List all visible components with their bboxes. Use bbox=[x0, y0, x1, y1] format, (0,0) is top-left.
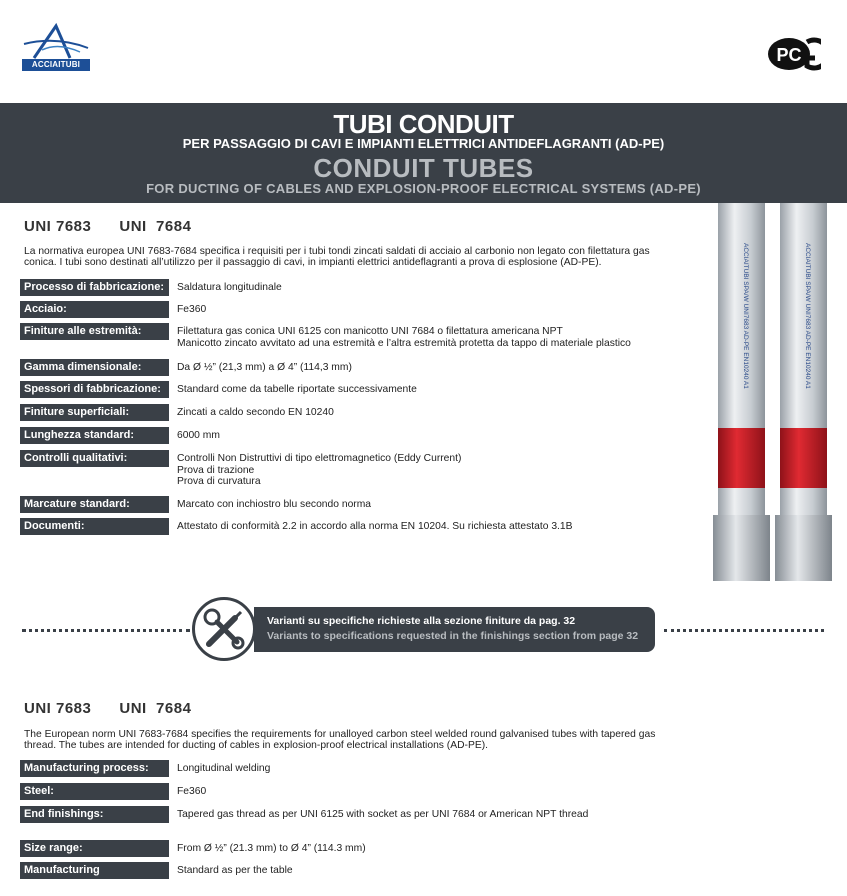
spec-value: Marcato con inchiostro blu secondo norma bbox=[177, 499, 372, 510]
spec-label: End finishings: bbox=[20, 806, 169, 823]
acciaitubi-logo bbox=[22, 22, 92, 72]
spec-label: Controlli qualitativi: bbox=[20, 450, 169, 467]
tube-marking-text: ACCIAITUBI SPA/W UNI7683 AD-PE EN10240 A1 bbox=[742, 243, 749, 389]
dotted-divider-right bbox=[664, 629, 824, 635]
spec-value: Fe360 bbox=[177, 786, 207, 797]
spec-value: Fe360 bbox=[177, 304, 207, 315]
standards-heading-it bbox=[24, 218, 219, 235]
spec-label: Documenti: bbox=[20, 518, 169, 535]
spec-value: Filettatura gas conica UNI 6125 con manicotto UNI 7684 o filettatura americana NPT Manicotto zincato avvitato ad una estremità e l’altra estremità protetta da tappo di materiale plastico bbox=[177, 326, 631, 349]
standards-heading-en bbox=[24, 700, 219, 717]
spec-value: 6000 mm bbox=[177, 430, 220, 441]
title-it: TUBI CONDUIT bbox=[333, 109, 514, 139]
spec-label: Manufacturing process: bbox=[20, 760, 169, 777]
spec-label: Finiture superficiali: bbox=[20, 404, 169, 421]
title-en: CONDUIT TUBES bbox=[313, 153, 534, 183]
logo-mark-icon bbox=[22, 22, 92, 62]
wrench-pencil-icon bbox=[195, 600, 253, 658]
dotted-divider-left bbox=[22, 629, 190, 635]
tube-marking-text: ACCIAITUBI SPA/W UNI7683 AD-PE EN10240 A1 bbox=[804, 243, 811, 389]
spec-label: Size range: bbox=[20, 840, 169, 857]
spec-label: Marcature standard: bbox=[20, 496, 169, 513]
variants-note bbox=[254, 607, 655, 652]
intro-en: The European norm UNI 7683-7684 specifies the requirements for unalloyed carbon steel welded round galvanised tubes with tapered gas thread. The tubes are intended for ducting of cables in explosion-proof electrical installations (AD-PE). bbox=[24, 729, 656, 751]
spec-label: Gamma dimensionale: bbox=[20, 359, 169, 376]
spec-value: Standard as per the table bbox=[177, 865, 293, 876]
variants-note-it: Varianti su specifiche richieste alla sezione finiture da pag. 32 bbox=[267, 615, 576, 627]
spec-label: Acciaio: bbox=[20, 301, 169, 318]
standard-code: UNI 7683 bbox=[24, 218, 92, 235]
spec-value: Attestato di conformità 2.2 in accordo alla norma EN 10204. Su richiesta attestato 3.1B bbox=[177, 521, 573, 532]
standard-code: UNI 7684 bbox=[119, 700, 192, 717]
certification-mark bbox=[767, 36, 821, 72]
spec-value: Saldatura longitudinale bbox=[177, 282, 282, 293]
subtitle-it: PER PASSAGGIO DI CAVI E IMPIANTI ELETTRICI ANTIDEFLAGRANTI (AD-PE) bbox=[182, 136, 665, 151]
spec-value: Zincati a caldo secondo EN 10240 bbox=[177, 407, 334, 418]
spec-label: Processo di fabbricazione: bbox=[20, 279, 169, 296]
spec-value: From Ø ½” (21.3 mm) to Ø 4” (114.3 mm) bbox=[177, 843, 366, 854]
spec-label: Steel: bbox=[20, 783, 169, 800]
galvanized-tubes-image bbox=[700, 203, 847, 583]
pct-certification-icon bbox=[767, 36, 821, 72]
spec-label: Finiture alle estremità: bbox=[20, 323, 169, 340]
spec-value: Controlli Non Distruttivi di tipo elettromagnetico (Eddy Current) Prova di trazione Prova di curvatura bbox=[177, 453, 462, 487]
conduit-tubes-photo bbox=[700, 203, 847, 583]
tools-badge bbox=[192, 597, 256, 661]
standard-code: UNI 7684 bbox=[119, 218, 192, 235]
spec-value: Tapered gas thread as per UNI 6125 with socket as per UNI 7684 or American NPT thread bbox=[177, 809, 589, 820]
subtitle-en: FOR DUCTING OF CABLES AND EXPLOSION-PROOF ELECTRICAL SYSTEMS (AD-PE) bbox=[146, 181, 701, 196]
logo-brand-text: ACCIAITUBI bbox=[22, 59, 90, 71]
intro-it: La normativa europea UNI 7683-7684 specifica i requisiti per i tubi tondi zincati saldati di acciaio al carbonio non legato con filettatura gas conica. I tubi sono destinati all’utilizzo per il passaggio di cavi, in impianti elettrici antideflagranti a prova di esplosione (AD-PE). bbox=[24, 246, 650, 268]
spec-label: Lunghezza standard: bbox=[20, 427, 169, 444]
spec-value: Longitudinal welding bbox=[177, 763, 271, 774]
title-banner bbox=[0, 103, 847, 203]
spec-label: Spessori di fabbricazione: bbox=[20, 381, 169, 398]
spec-value: Da Ø ½” (21,3 mm) a Ø 4” (114,3 mm) bbox=[177, 362, 352, 373]
spec-value: Standard come da tabelle riportate successivamente bbox=[177, 384, 417, 395]
spec-label: Manufacturing thicknesses: bbox=[20, 862, 169, 879]
standard-code: UNI 7683 bbox=[24, 700, 92, 717]
variants-note-en: Variants to specifications requested in the finishings section from page 32 bbox=[267, 630, 639, 642]
svg-text:PC: PC bbox=[776, 45, 802, 65]
